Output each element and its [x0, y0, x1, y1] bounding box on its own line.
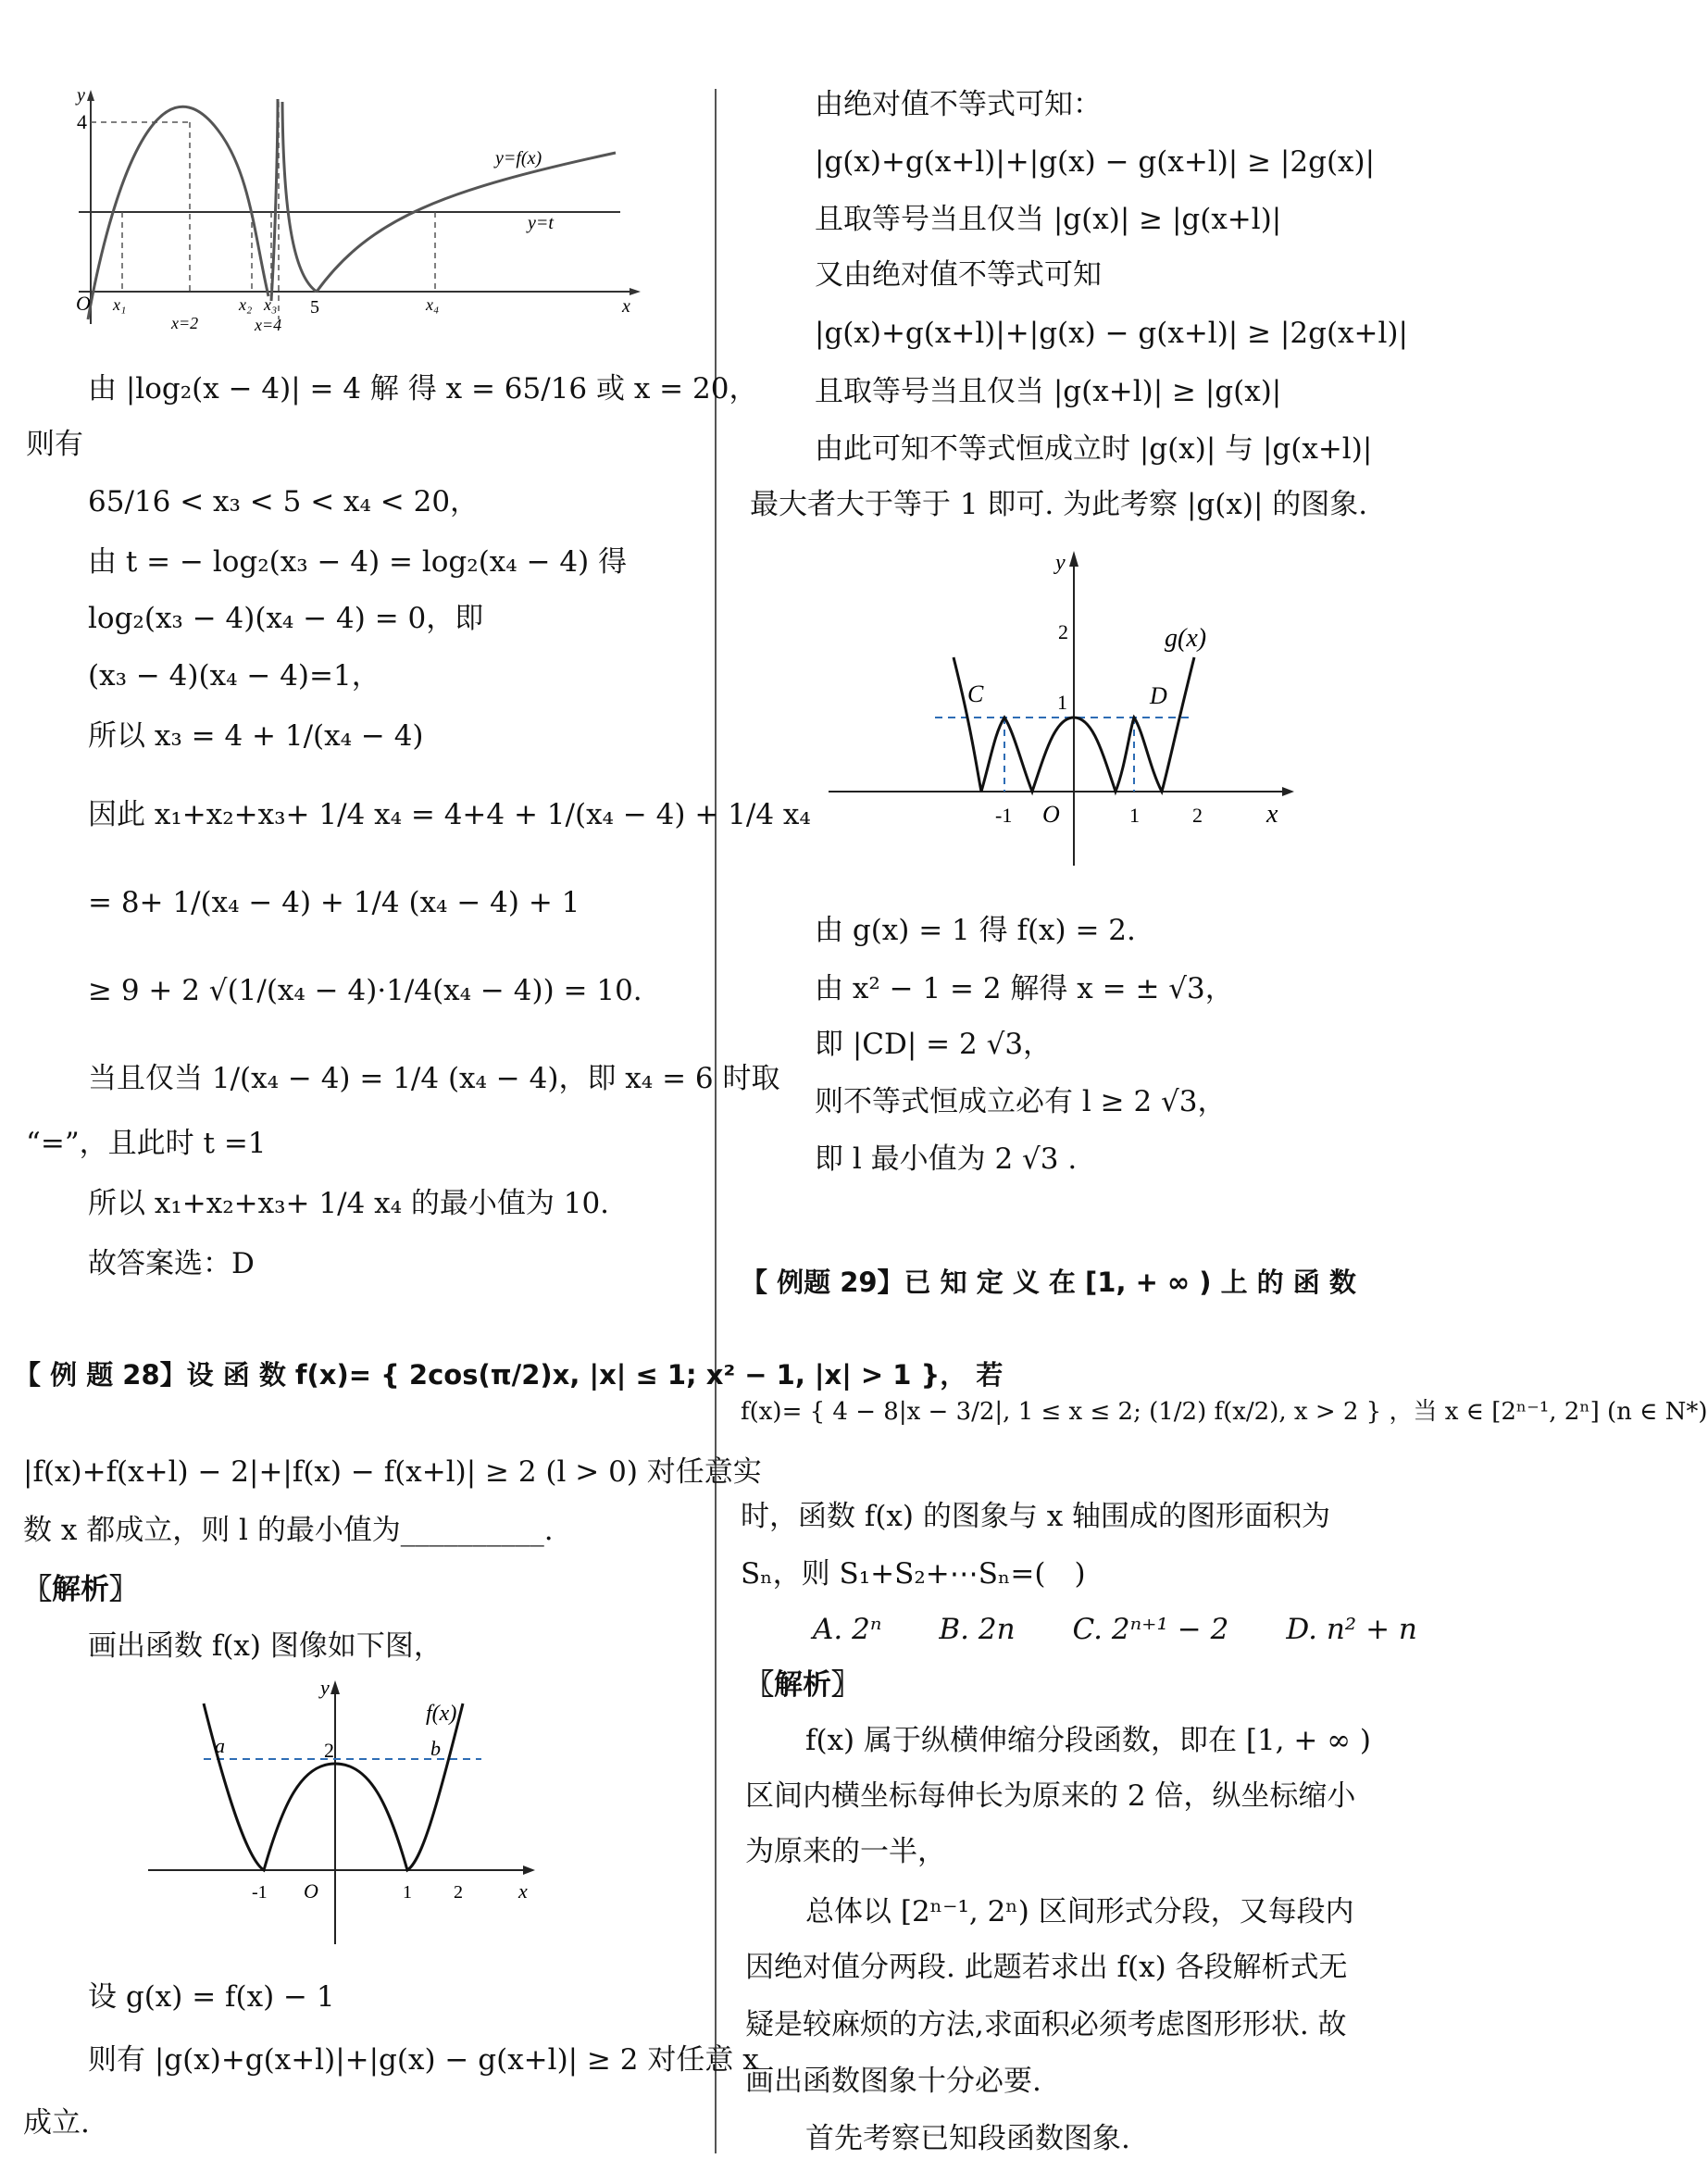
text-line: 时，函数 f(x) 的图象与 x 轴围成的图形面积为 [741, 1500, 1331, 1533]
g3-onex-label: 1 [1129, 804, 1140, 827]
text-line: 即 |CD| = 2 √3， [815, 1028, 1053, 1061]
g1-x3-label: x₃ [264, 295, 278, 314]
text-line: (x₃ − 4)(x₄ − 4)=1， [88, 659, 380, 693]
g2-a-label: a [215, 1734, 225, 1757]
g2-twox-label: 2 [454, 1882, 463, 1903]
text-line: Sₙ，则 S₁+S₂+⋯Sₙ=( ) [741, 1557, 1086, 1591]
text-line: 由 x² − 1 = 2 解得 x = ± √3， [815, 972, 1234, 1005]
text-line: 总体以 [2ⁿ⁻¹, 2ⁿ) 区间形式分段，又每段内 [805, 1895, 1354, 1928]
g3-origin-label: O [1042, 801, 1060, 828]
g1-y-label: y [77, 85, 85, 106]
g3-y-label: y [1055, 551, 1066, 575]
text-line: 即 l 最小值为 2 √3 . [815, 1142, 1078, 1176]
text-line: log₂(x₃ − 4)(x₄ − 4) = 0，即 [88, 602, 484, 635]
text-line: 则有 [26, 428, 83, 461]
text-line: 故答案选：D [88, 1247, 255, 1280]
text-line: 画出函数图象十分必要. [745, 2065, 1041, 2098]
g2-fx-label: f(x) [426, 1702, 457, 1726]
text-line: f(x) 属于纵横伸缩分段函数，即在 [1, + ∞ ) [805, 1724, 1371, 1757]
example-28-title: 【 例 题 28】设 函 数 f(x)= { 2cos(π/2)x, |x| ≤ 1; x² − 1, |x| > 1 }， 若 [14, 1359, 1004, 1391]
text-line: 由 g(x) = 1 得 f(x) = 2. [815, 914, 1136, 947]
text-line: 当且仅当 1/(x₄ − 4) = 1/4 (x₄ − 4)，即 x₄ = 6 时取 [88, 1062, 780, 1095]
text-line: 则不等式恒成立必有 l ≥ 2 √3， [815, 1085, 1227, 1118]
g2-two-label: 2 [324, 1739, 334, 1762]
g1-fx-label: y=f(x) [495, 148, 542, 168]
text-line: |g(x)+g(x+l)|+|g(x) − g(x+l)| ≥ |2g(x)| [815, 145, 1376, 179]
text-line: 为原来的一半， [745, 1835, 946, 1868]
text-line: |f(x)+f(x+l) − 2|+|f(x) − f(x+l)| ≥ 2 (l > 0) 对任意实 [23, 1455, 762, 1489]
g1-five-label: 5 [310, 297, 319, 318]
analysis-heading: 〖解析〗 [745, 1668, 860, 1702]
text-line: 由绝对值不等式可知： [815, 88, 1102, 121]
example-29-title: 【 例题 29】已 知 定 义 在 [1, + ∞ ) 上 的 函 数 [741, 1267, 1356, 1298]
g1-origin-label: O [76, 292, 91, 315]
g1-x2eq-label: x=2 [171, 314, 199, 332]
g3-one-label: 1 [1057, 691, 1067, 714]
g1-t-label: y=t [528, 213, 554, 233]
g3-d-label: D [1150, 682, 1167, 709]
g1-x4eq-label: x=4 [255, 316, 282, 334]
g3-x-label: x [1266, 800, 1278, 829]
graph-2 [139, 1676, 546, 1953]
text-line: 65/16 < x₃ < 5 < x₄ < 20， [88, 485, 480, 518]
text-line: ≥ 9 + 2 √(1/(x₄ − 4)·1/4(x₄ − 4)) = 10. [88, 974, 642, 1007]
g1-four-label: 4 [77, 110, 87, 133]
g3-minus-one-label: -1 [995, 804, 1013, 827]
text-line: 首先考察已知段函数图象. [805, 2122, 1130, 2155]
g2-minus-one-label: -1 [252, 1882, 268, 1903]
text-line: 由此可知不等式恒成立时 |g(x)| 与 |g(x+l)| [815, 432, 1373, 466]
text-line: f(x)= { 4 − 8|x − 3/2|, 1 ≤ x ≤ 2; (1/2) f(x/2), x > 2 } ，当 x ∈ [2ⁿ⁻¹, 2ⁿ] (n ∈ N*) [741, 1398, 1708, 1426]
text-line: 疑是较麻烦的方法,求面积必须考虑图形形状. 故 [745, 2008, 1347, 2041]
g3-c-label: C [967, 680, 984, 707]
text-line: 数 x 都成立，则 l 的最小值为__________. [23, 1514, 554, 1547]
text-line: 由 |log₂(x − 4)| = 4 解 得 x = 65/16 或 x = 20， [88, 372, 758, 406]
g1-x1-label: x₁ [113, 295, 127, 314]
g1-xa-label: x₂ [239, 295, 253, 314]
analysis-heading: 〖解析〗 [23, 1573, 138, 1606]
text-line: 最大者大于等于 1 即可. 为此考察 |g(x)| 的图象. [750, 488, 1368, 521]
text-line: 画出函数 f(x) 图像如下图， [88, 1629, 443, 1663]
g2-origin-label: O [304, 1879, 318, 1903]
text-line: 成立. [23, 2106, 90, 2140]
g3-two-label: 2 [1058, 620, 1068, 643]
text-line: 区间内横坐标每伸长为原来的 2 倍，纵坐标缩小 [745, 1779, 1356, 1813]
graph-1 [74, 85, 648, 338]
graph-3 [824, 546, 1305, 880]
g3-gx-label: g(x) [1165, 624, 1207, 653]
text-line: 又由绝对值不等式可知 [815, 258, 1102, 292]
text-line: 设 g(x) = f(x) − 1 [88, 1980, 335, 2014]
text-line: 由 t = − log₂(x₃ − 4) = log₂(x₄ − 4) 得 [88, 545, 628, 579]
g2-b-label: b [430, 1737, 441, 1760]
g2-y-label: y [320, 1676, 330, 1699]
answer-options: A. 2ⁿ B. 2n C. 2ⁿ⁺¹ − 2 D. n² + n [813, 1613, 1417, 1646]
g3-twox-label: 2 [1192, 804, 1203, 827]
text-line: “=”，且此时 t =1 [26, 1127, 267, 1160]
text-line: 因绝对值分两段. 此题若求出 f(x) 各段解析式无 [745, 1951, 1348, 1984]
text-line: 且取等号当且仅当 |g(x+l)| ≥ |g(x)| [815, 375, 1282, 408]
text-line: |g(x)+g(x+l)|+|g(x) − g(x+l)| ≥ |2g(x+l)| [815, 317, 1408, 350]
text-line: 所以 x₁+x₂+x₃+ 1/4 x₄ 的最小值为 10. [88, 1187, 610, 1220]
g2-x-label: x [518, 1879, 528, 1903]
text-line: 因此 x₁+x₂+x₃+ 1/4 x₄ = 4+4 + 1/(x₄ − 4) + 1/4 x₄ [88, 798, 811, 831]
g2-one-label: 1 [403, 1882, 412, 1903]
g1-x-label: x [622, 296, 630, 317]
text-line: 且取等号当且仅当 |g(x)| ≥ |g(x+l)| [815, 203, 1282, 236]
text-line: = 8+ 1/(x₄ − 4) + 1/4 (x₄ − 4) + 1 [88, 886, 580, 919]
text-line: 则有 |g(x)+g(x+l)|+|g(x) − g(x+l)| ≥ 2 对任意 x [88, 2043, 759, 2077]
g1-x4-label: x₄ [426, 295, 440, 314]
text-line: 所以 x₃ = 4 + 1/(x₄ − 4) [88, 719, 424, 753]
